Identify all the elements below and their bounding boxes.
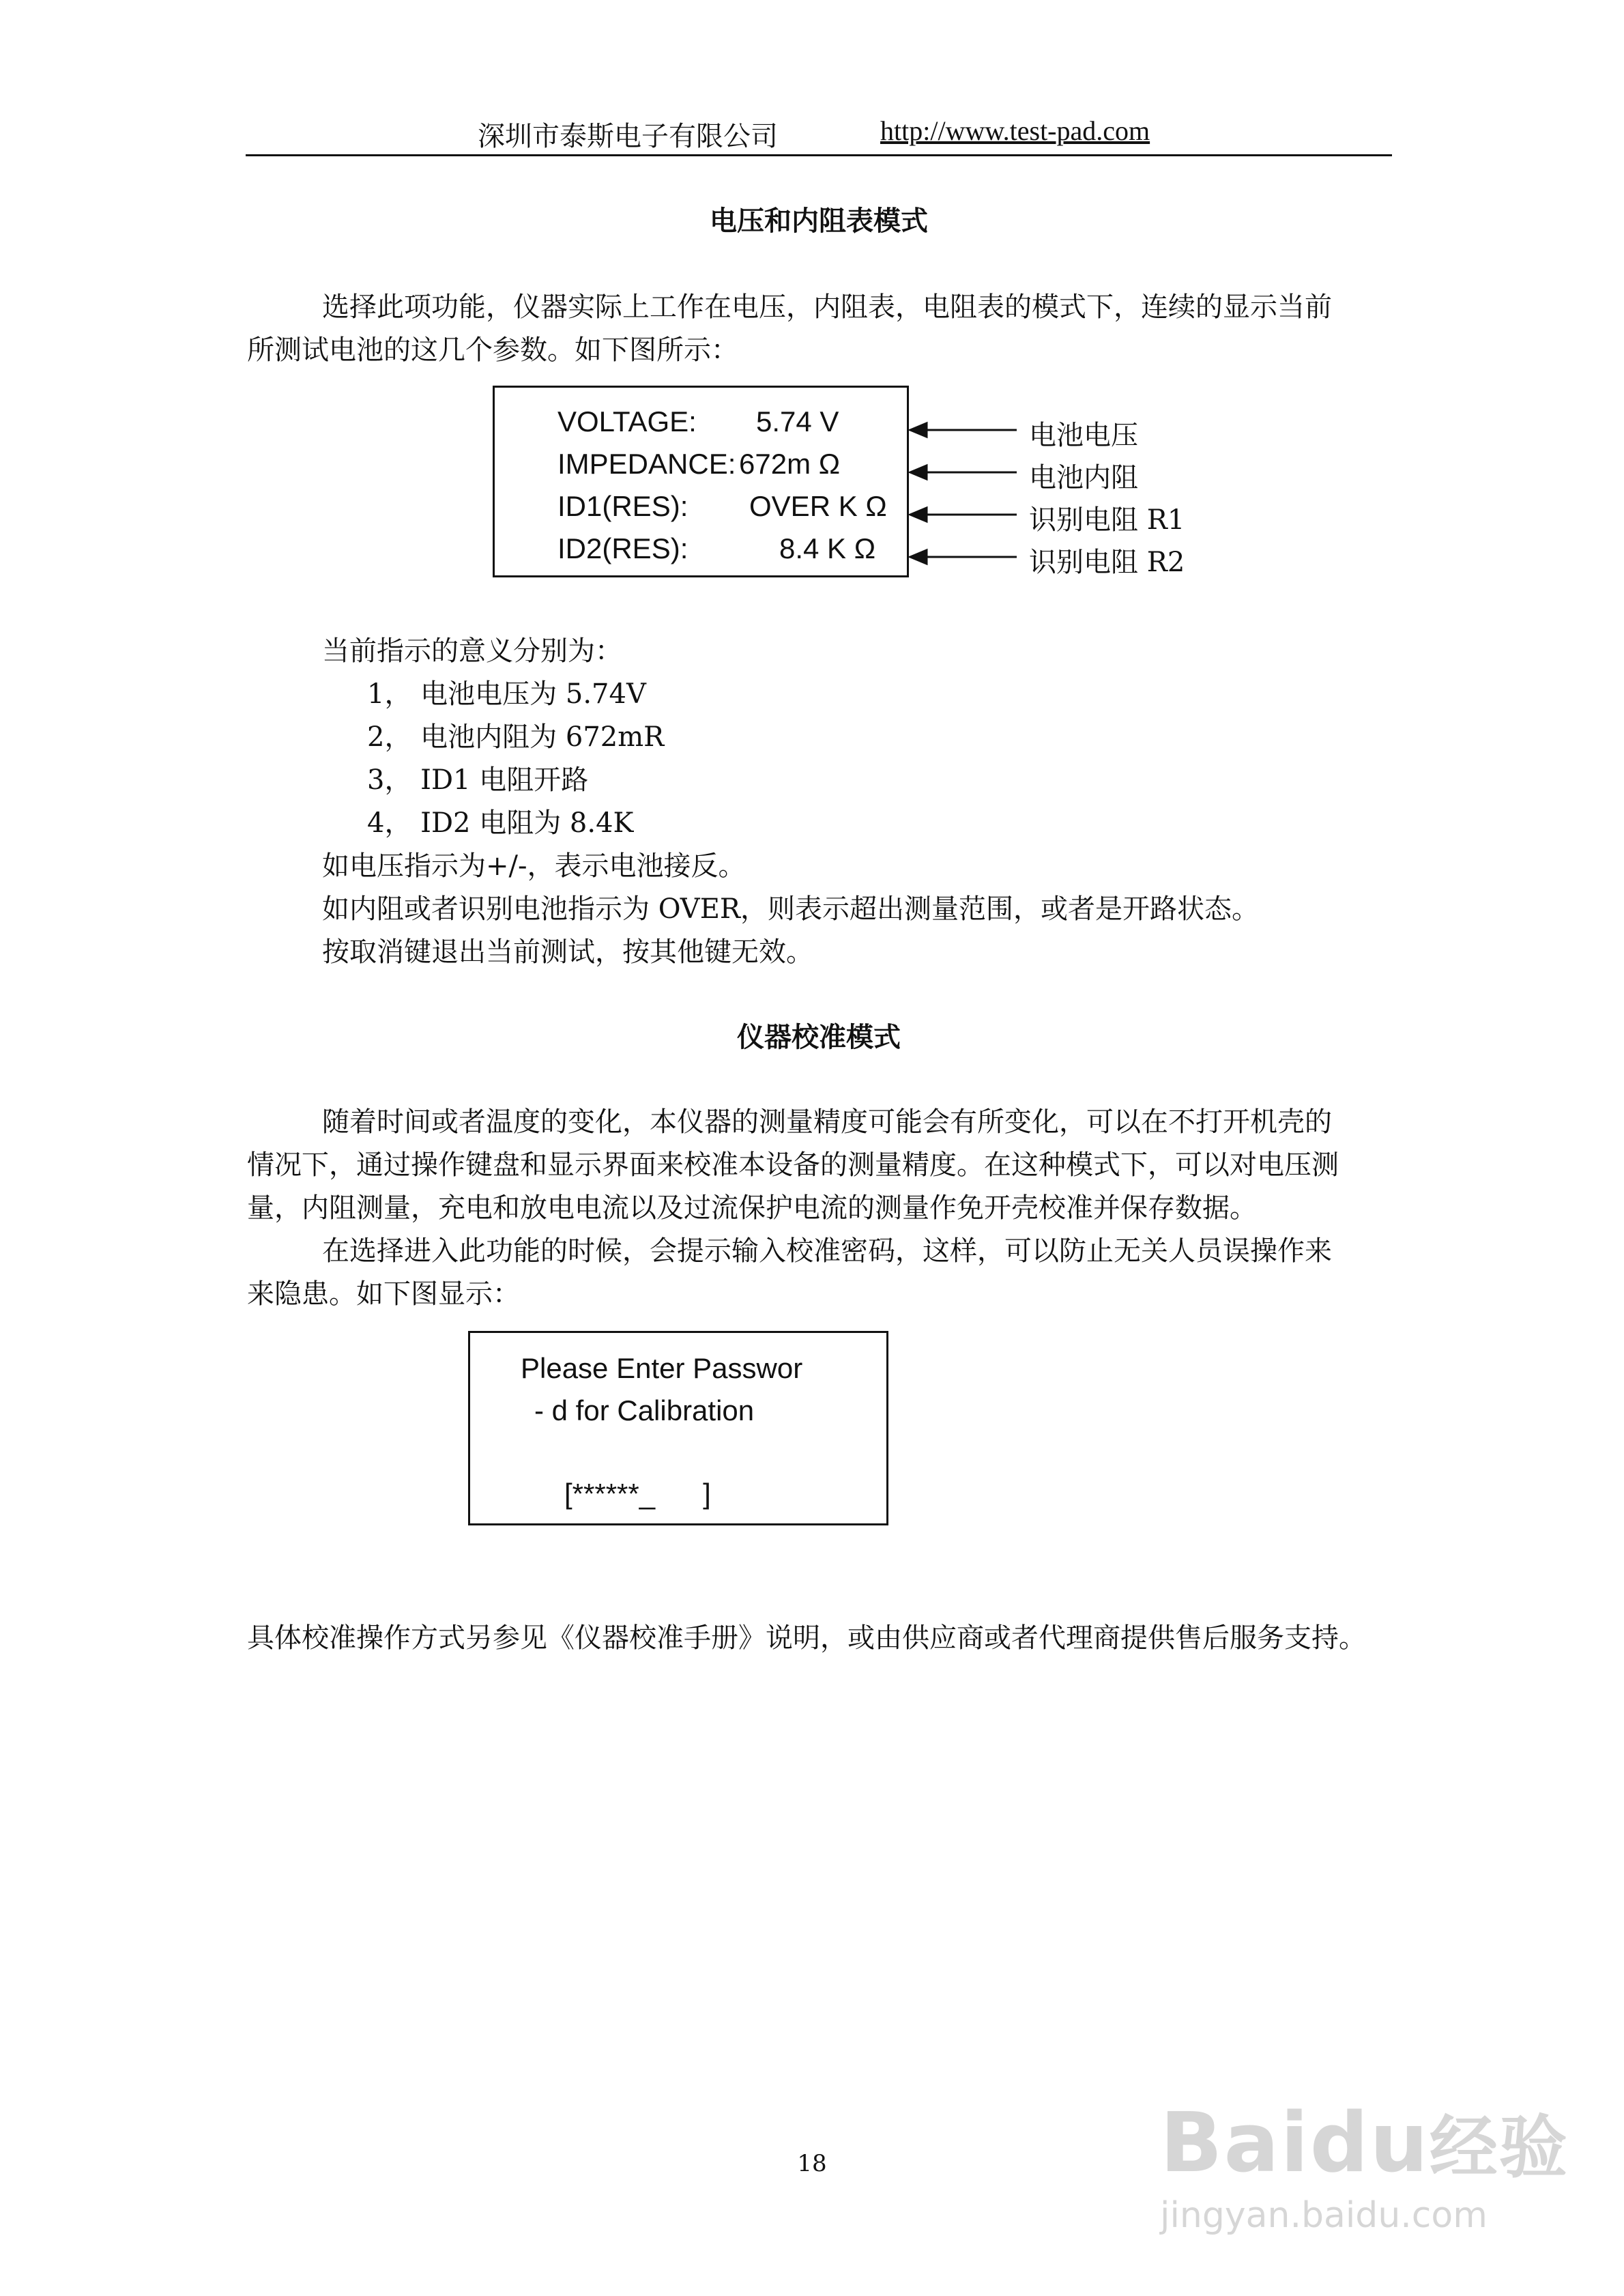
lcd-password-prompt-line1: Please Enter Passwor <box>521 1352 803 1384</box>
lcd-password-input: [******_ ] <box>564 1478 711 1510</box>
annotation-voltage: 电池电压 <box>1029 420 1138 451</box>
note-over-range: 如内阻或者识别电池指示为 OVER，则表示超出测量范围，或者是开路状态。 <box>322 893 1260 925</box>
lcd-password-prompt-line2: - d for Calibration <box>534 1394 755 1426</box>
watermark-cn: 经验 <box>1429 2108 1569 2187</box>
calibration-para2-line2: 来隐患。如下图显示： <box>247 1278 520 1310</box>
lcd-label-id2: ID2(RES): <box>557 532 688 564</box>
lcd-display-measurements <box>493 386 909 577</box>
arrow-head-r2 <box>910 550 927 564</box>
header-divider <box>246 154 1392 156</box>
section-title-calibration: 仪器校准模式 <box>737 1021 901 1053</box>
lcd-value-impedance: 672m Ω <box>739 448 841 480</box>
intro-line-2: 所测试电池的这几个参数。如下图所示： <box>247 334 738 366</box>
annotation-impedance: 电池内阻 <box>1029 462 1138 493</box>
company-url-link[interactable]: http://www.test-pad.com <box>880 115 1150 146</box>
company-name: 深圳市泰斯电子有限公司 <box>478 121 778 152</box>
list-item-4: 4， ID2 电阻为 8.4K <box>367 807 634 839</box>
list-item-2: 2， 电池内阻为 672mR <box>367 721 665 753</box>
calibration-para1-line2: 情况下，通过操作键盘和显示界面来校准本设备的测量精度。在这种模式下，可以对电压测 <box>247 1149 1339 1181</box>
annotation-arrows <box>908 410 1024 573</box>
list-item-1: 1， 电池电压为 5.74V <box>367 678 646 710</box>
lcd-label-impedance: IMPEDANCE: <box>557 448 736 480</box>
note-cancel-key: 按取消键退出当前测试，按其他键无效。 <box>322 936 813 968</box>
calibration-para1-line3: 量，内阻测量，充电和放电电流以及过流保护电流的测量作免开壳校准并保存数据。 <box>247 1192 1257 1224</box>
lcd-value-id1: OVER K Ω <box>749 490 887 522</box>
page-number: 18 <box>797 2150 827 2177</box>
note-reverse-polarity: 如电压指示为+/-，表示电池接反。 <box>322 850 746 882</box>
page-header <box>246 111 1392 152</box>
arrow-head-voltage <box>910 423 927 437</box>
baidu-watermark-logo <box>1160 2093 1569 2191</box>
lcd-display-password <box>468 1331 888 1525</box>
arrow-head-impedance <box>910 465 927 479</box>
lcd-value-voltage: 5.74 V <box>756 405 839 437</box>
lcd-label-voltage: VOLTAGE: <box>557 405 697 437</box>
watermark-site: jingyan.baidu.com <box>1160 2195 1488 2236</box>
lcd-label-id1: ID1(RES): <box>557 490 688 522</box>
watermark-brand: Baidu <box>1160 2096 1430 2191</box>
meaning-intro: 当前指示的意义分别为： <box>322 635 622 667</box>
calibration-closing-note: 具体校准操作方式另参见《仪器校准手册》说明，或由供应商或者代理商提供售后服务支持。 <box>247 1622 1366 1654</box>
intro-line-1: 选择此项功能，仪器实际上工作在电压，内阻表，电阻表的模式下，连续的显示当前 <box>322 291 1332 323</box>
list-item-3: 3， ID1 电阻开路 <box>367 764 589 796</box>
lcd-value-id2: 8.4 K Ω <box>779 532 876 564</box>
annotation-r1: 识别电阻 R1 <box>1029 504 1185 536</box>
calibration-para1-line1: 随着时间或者温度的变化，本仪器的测量精度可能会有所变化，可以在不打开机壳的 <box>322 1106 1332 1138</box>
arrow-head-r1 <box>910 508 927 521</box>
calibration-para2-line1: 在选择进入此功能的时候，会提示输入校准密码，这样，可以防止无关人员误操作来 <box>322 1235 1332 1267</box>
annotation-r2: 识别电阻 R2 <box>1029 547 1185 578</box>
section-title-voltage-impedance: 电压和内阻表模式 <box>710 205 928 237</box>
